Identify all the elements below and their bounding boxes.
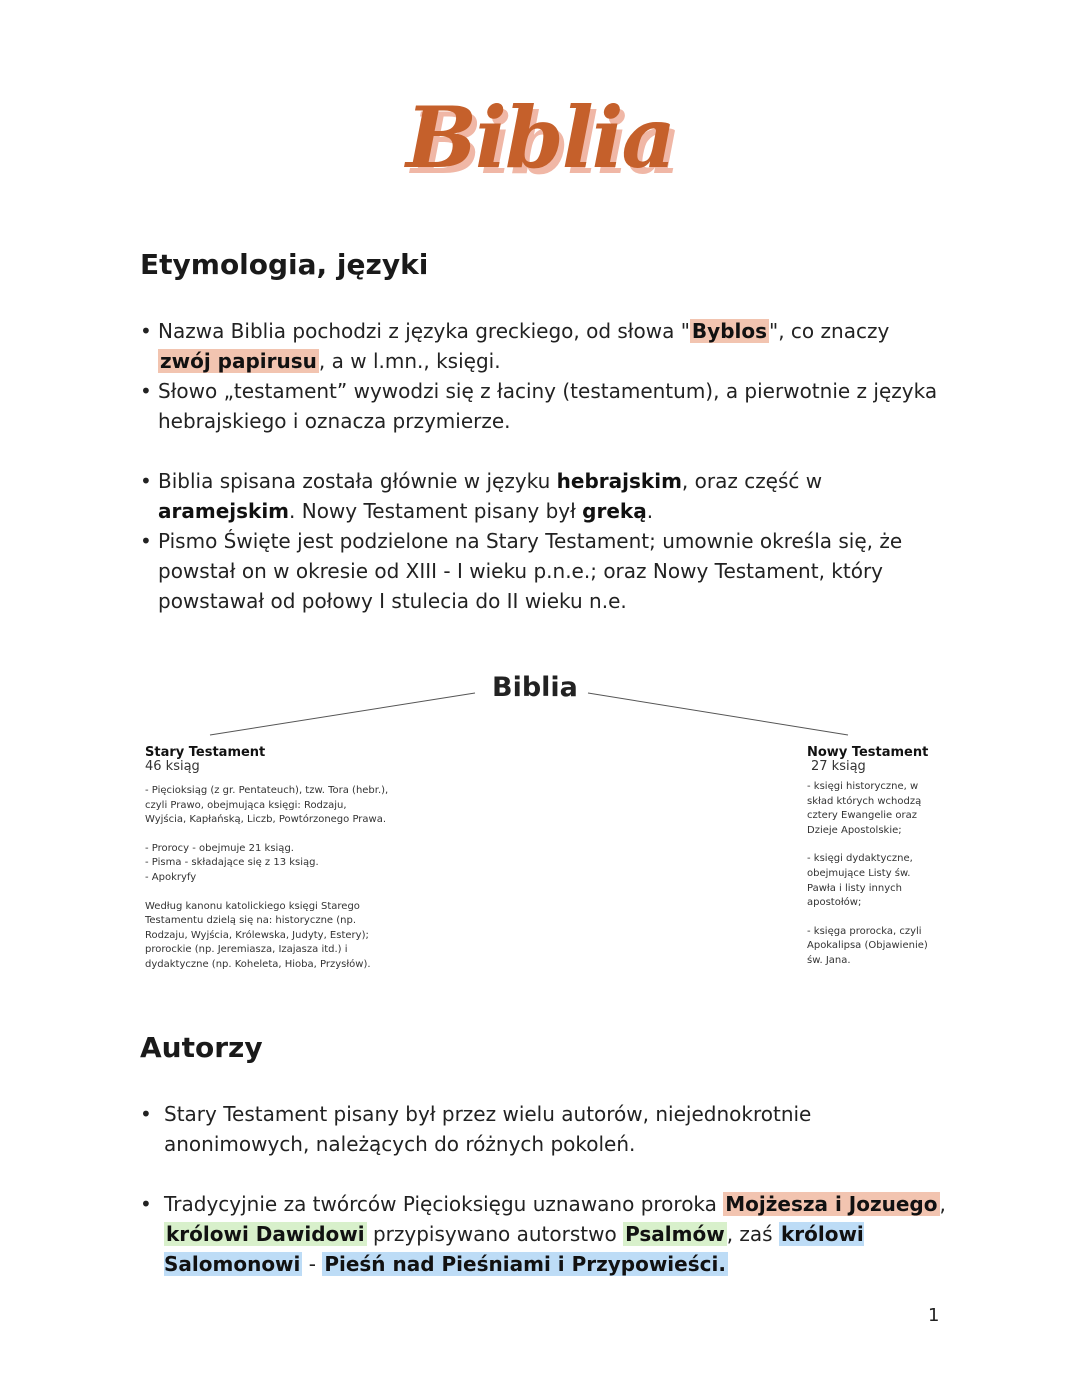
list-item: • Tradycyjnie za twórców Pięcioksięgu uznawano proroka Mojżesza i Jozuego , królowi Dawidowi przypisywano autorstwo Psalmów , zaś królowi Salomonowi - Pieśń nad Pieśniami i Przypowieści. xyxy=(140,1189,950,1279)
heading-etymology: Etymologia, języki xyxy=(140,248,429,281)
old-testament-column: Stary Testament 46 ksiąg - Pięcioksiąg (z gr. Pentateuch), tzw. Tora (hebr.), czyli Prawo, obejmująca księgi: Rodzaju, Wyjścia, Kapłańską, Liczb, Powtórzonego Prawa. - Prorocy - obejmuje 21 ksiąg. - Pisma - składające się z 13 ksiąg. - Apokryfy Według kanonu katolickiego księgi Starego Testamentu dzielą się na: historyczne (np. Rodzaju, Wyjścia, Królewska, Judyty, Estery); prorockie (np. Jeremiasza, Izajasza itd.) i dydaktyczne (np. Koheleta, Hioba, Przysłów). xyxy=(145,745,389,970)
authors-list xyxy=(140,1099,950,1279)
title-logo: Biblia xyxy=(406,88,674,187)
new-testament-column: Nowy Testament 27 ksiąg - księgi historyczne, w skład których wchodzą cztery Ewangelie oraz Dzieje Apostolskie; - księgi dydaktyczne, obejmujące Listy św. Pawła i listy innych apostołów; - księga prorocka, czyli Apokalipsa (Objawienie) św. Jana. xyxy=(807,745,929,966)
page-number: 1 xyxy=(928,1305,940,1326)
heading-authors: Autorzy xyxy=(140,1031,263,1064)
list-item: • Nazwa Biblia pochodzi z języka greckiego, od słowa " Byblos ", co znaczy zwój papirusu , a w l.mn., księgi. xyxy=(140,316,940,376)
diagram-root: Biblia xyxy=(492,672,578,703)
list-item: • Biblia spisana została głównie w języku hebrajskim, oraz część w aramejskim. Nowy Testament pisany był greką. xyxy=(140,466,940,526)
list-item: • Stary Testament pisany był przez wielu autorów, niejednokrotnie anonimowych, należących do różnych pokoleń. xyxy=(140,1099,950,1159)
list-item: • Słowo „testament” wywodzi się z łaciny (testamentum), a pierwotnie z języka hebrajskiego i oznacza przymierze. xyxy=(140,376,940,436)
list-item: • Pismo Święte jest podzielone na Stary Testament; umownie określa się, że powstał on w okresie od XIII - I wieku p.n.e.; oraz Nowy Testament, który powstawał od połowy I stulecia do II wieku n.e. xyxy=(140,526,940,616)
